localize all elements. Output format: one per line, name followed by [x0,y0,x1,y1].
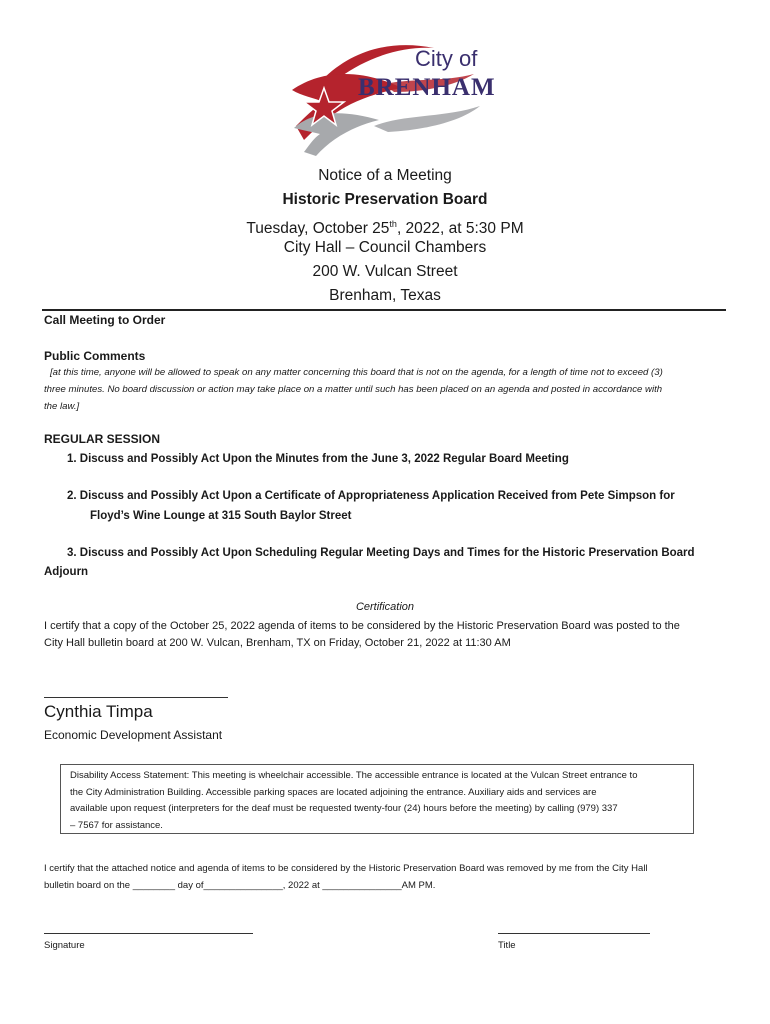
signature-line [44,697,228,698]
removal-text-2: bulletin board on the ________ day of_______________, 2022 at _______________AM PM. [44,880,436,891]
disability-statement-box [60,764,694,834]
agenda-item-1: 1. Discuss and Possibly Act Upon the Minutes from the June 3, 2022 Regular Board Meeting [67,453,569,465]
date-time-text: , 2022, at 5:30 PM [396,220,524,238]
certification-title: Certification [355,601,415,613]
signer-name: Cynthia Timpa [44,702,153,721]
public-comments-text-3: the law.] [44,401,80,412]
title-label: Title [498,940,516,951]
regular-session-title: REGULAR SESSION [44,432,161,446]
removal-title-line [498,933,650,934]
header-divider [42,309,726,311]
meeting-street: 200 W. Vulcan Street [312,263,458,280]
disability-line-1: Disability Access Statement: This meeting is wheelchair accessible. The accessible entrance is located at the Vulcan Street entrance to [70,770,638,781]
public-comments-text-2: three minutes. No board discussion or action may take place on a matter until such has been placed on an agenda and posted in accordance with [44,384,663,395]
logo-brenham: BRENHAM [358,74,496,101]
public-comments-title: Public Comments [44,349,146,363]
meeting-city: Brenham, Texas [329,287,441,304]
logo-city-of: City of [415,46,478,71]
notice-heading: Notice of a Meeting [318,167,452,184]
certification-text-1: I certify that a copy of the October 25, 2022 agenda of items to be considered by the Historic Preservation Board was posted to the [44,620,680,632]
date-text: Tuesday, October 25 [246,220,390,238]
date-suffix: th [389,219,397,229]
disability-line-2: the City Administration Building. Accessible parking spaces are located adjoining the entrance. Auxiliary aids and services are [70,786,597,798]
agenda-item-2-cont: Floyd’s Wine Lounge at 315 South Baylor Street [90,510,352,522]
call-to-order: Call Meeting to Order [44,313,166,327]
agenda-item-3: 3. Discuss and Possibly Act Upon Scheduling Regular Meeting Days and Times for the Historic Preservation Board [67,547,695,559]
meeting-place: City Hall – Council Chambers [283,239,487,256]
signer-title: Economic Development Assistant [44,728,223,742]
disability-line-3: available upon request (interpreters for the deaf must be requested twenty-four (24) hours before the meeting) by calling (979) 337 [70,803,618,814]
certification-text-2: City Hall bulletin board at 200 W. Vulcan, Brenham, TX on Friday, October 21, 2022 at 11:30 AM [44,637,511,649]
removal-text-1: I certify that the attached notice and agenda of items to be considered by the Historic Preservation Board was removed by me from the City Hall [44,863,648,874]
board-name-text: Historic Preservation Board [282,191,488,208]
public-comments-text-1: [at this time, anyone will be allowed to speak on any matter concerning this board that is not on the agenda, for a length of time not to exceed (3) [50,367,663,378]
board-name [0,188,770,212]
agenda-item-2: 2. Discuss and Possibly Act Upon a Certificate of Appropriateness Application Received from Pete Simpson for [67,490,675,502]
removal-signature-line [44,933,253,934]
disability-line-4: – 7567 for assistance. [70,819,163,831]
signature-label: Signature [44,940,85,951]
adjourn: Adjourn [44,566,89,578]
